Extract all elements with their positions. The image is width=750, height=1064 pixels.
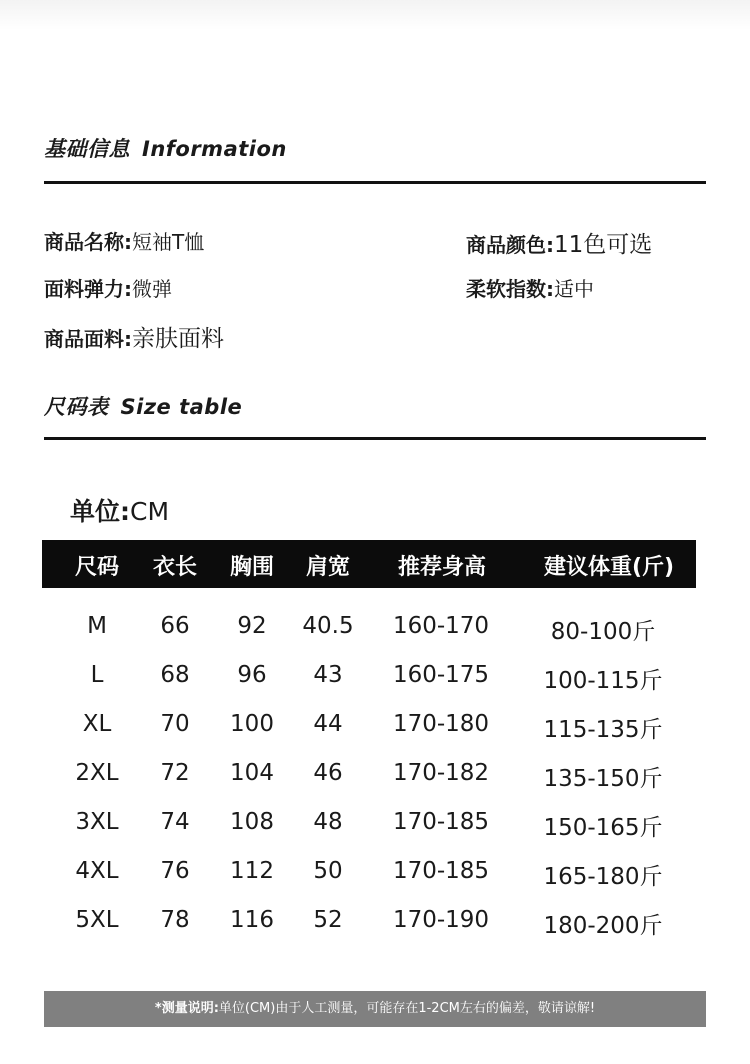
field-fabric-elasticity bbox=[44, 273, 172, 302]
cell-size: 3XL bbox=[75, 809, 119, 835]
cell-chest: 116 bbox=[230, 907, 274, 933]
info-title-cn: 基础信息 bbox=[44, 137, 130, 161]
cell-size: 5XL bbox=[75, 907, 119, 933]
table-row bbox=[0, 858, 750, 907]
measurement-note bbox=[44, 991, 706, 1027]
info-section-title bbox=[44, 133, 287, 163]
cell-shoulder: 52 bbox=[313, 907, 343, 933]
note-text: 单位(CM)由于人工测量，可能存在1-2CM左右的偏差，敬请谅解! bbox=[218, 1001, 596, 1016]
info-divider bbox=[44, 181, 706, 184]
cell-weight: 150-165斤 bbox=[543, 815, 663, 841]
table-row bbox=[0, 662, 750, 711]
softness-value: 适中 bbox=[554, 277, 594, 301]
cell-chest: 96 bbox=[237, 662, 267, 688]
cell-size: XL bbox=[82, 711, 112, 737]
cell-height: 160-175 bbox=[392, 662, 490, 688]
cell-size: 2XL bbox=[75, 760, 119, 786]
cell-height: 170-190 bbox=[392, 907, 490, 933]
cell-chest: 108 bbox=[230, 809, 274, 835]
unit-value: CM bbox=[130, 497, 170, 526]
cell-height: 170-180 bbox=[392, 711, 490, 737]
fabric-value: 亲肤面料 bbox=[132, 326, 224, 352]
cell-shoulder: 40.5 bbox=[302, 613, 354, 639]
size-table-header bbox=[42, 540, 696, 588]
cell-shoulder: 43 bbox=[313, 662, 343, 688]
cell-length: 72 bbox=[160, 760, 190, 786]
field-product-name bbox=[44, 226, 204, 255]
cell-weight: 135-150斤 bbox=[543, 766, 663, 792]
cell-shoulder: 44 bbox=[313, 711, 343, 737]
product-name-label: 商品名称: bbox=[44, 230, 132, 254]
cell-shoulder: 50 bbox=[313, 858, 343, 884]
cell-size: 4XL bbox=[75, 858, 119, 884]
cell-length: 78 bbox=[160, 907, 190, 933]
product-color-label: 商品颜色: bbox=[466, 233, 554, 257]
cell-weight: 80-100斤 bbox=[550, 619, 656, 645]
cell-height: 160-170 bbox=[392, 613, 490, 639]
cell-chest: 112 bbox=[230, 858, 274, 884]
table-row bbox=[0, 907, 750, 956]
field-fabric bbox=[44, 320, 224, 353]
cell-shoulder: 48 bbox=[313, 809, 343, 835]
cell-length: 74 bbox=[160, 809, 190, 835]
note-label: *测量说明: bbox=[154, 1001, 219, 1016]
product-color-value: 11色可选 bbox=[554, 232, 653, 258]
cell-length: 70 bbox=[160, 711, 190, 737]
cell-length: 68 bbox=[160, 662, 190, 688]
cell-chest: 92 bbox=[237, 613, 267, 639]
unit-label: 单位: bbox=[70, 497, 130, 526]
elasticity-value: 微弹 bbox=[132, 277, 172, 301]
softness-label: 柔软指数: bbox=[466, 277, 554, 301]
cell-height: 170-185 bbox=[392, 809, 490, 835]
cell-chest: 100 bbox=[230, 711, 274, 737]
table-row bbox=[0, 809, 750, 858]
header-length: 衣长 bbox=[152, 555, 198, 580]
cell-length: 66 bbox=[160, 613, 190, 639]
field-softness bbox=[466, 273, 594, 302]
elasticity-label: 面料弹力: bbox=[44, 277, 132, 301]
table-row bbox=[0, 613, 750, 662]
unit-line bbox=[70, 492, 169, 528]
header-size: 尺码 bbox=[74, 555, 120, 580]
cell-weight: 180-200斤 bbox=[543, 913, 663, 939]
cell-size: L bbox=[90, 662, 104, 688]
size-table-body bbox=[0, 613, 750, 963]
size-title-cn: 尺码表 bbox=[44, 395, 109, 419]
info-title-en: Information bbox=[142, 137, 287, 161]
header-shoulder: 肩宽 bbox=[305, 555, 351, 580]
header-weight: 建议体重(斤) bbox=[543, 555, 675, 580]
cell-chest: 104 bbox=[230, 760, 274, 786]
cell-weight: 165-180斤 bbox=[543, 864, 663, 890]
cell-height: 170-182 bbox=[392, 760, 490, 786]
fabric-label: 商品面料: bbox=[44, 327, 132, 351]
field-product-color bbox=[466, 226, 652, 259]
cell-length: 76 bbox=[160, 858, 190, 884]
header-chest: 胸围 bbox=[229, 555, 275, 580]
table-row bbox=[0, 760, 750, 809]
cell-weight: 100-115斤 bbox=[543, 668, 663, 694]
size-title-en: Size table bbox=[120, 395, 243, 419]
top-fade bbox=[0, 0, 750, 30]
header-height: 推荐身高 bbox=[397, 555, 487, 580]
size-section-title bbox=[44, 391, 242, 421]
cell-weight: 115-135斤 bbox=[543, 717, 663, 743]
cell-size: M bbox=[87, 613, 107, 639]
size-divider bbox=[44, 437, 706, 440]
cell-shoulder: 46 bbox=[313, 760, 343, 786]
table-row bbox=[0, 711, 750, 760]
product-name-value: 短袖T恤 bbox=[132, 230, 205, 254]
cell-height: 170-185 bbox=[392, 858, 490, 884]
